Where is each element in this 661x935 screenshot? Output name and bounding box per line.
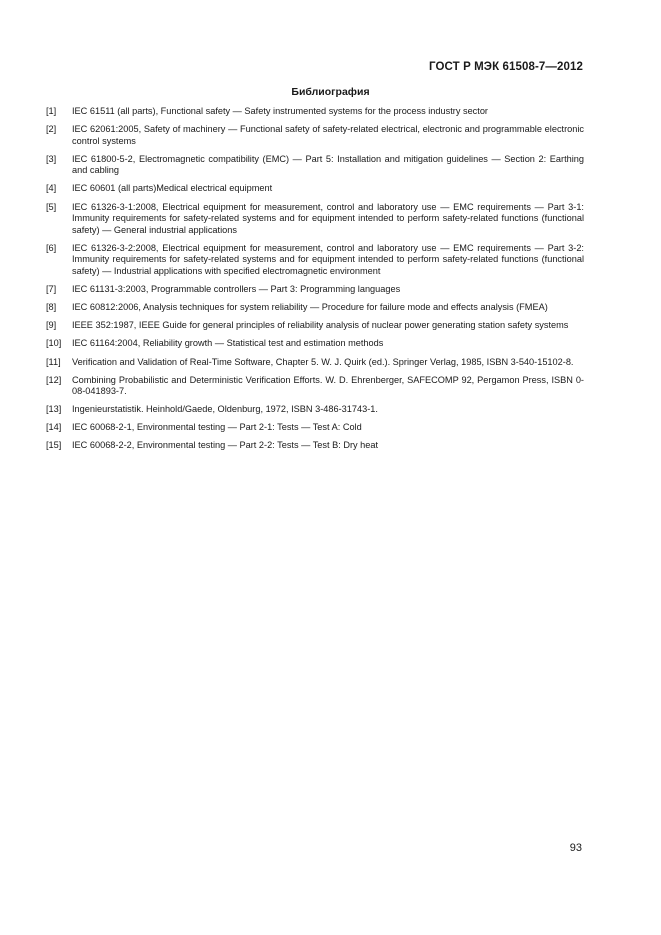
- page-title: Библиография: [291, 86, 370, 98]
- entry-number: [14]: [46, 422, 62, 433]
- entry-text: Verification and Validation of Real-Time Software, Chapter 5. W. J. Quirk (ed.). Springer Verlag, 1985, ISBN 3-540-15102-8.: [72, 356, 574, 367]
- entry-number: [4]: [46, 183, 57, 194]
- standard-designation: ГОСТ Р МЭК 61508-7—2012: [429, 61, 583, 73]
- bibliography-entry: [46, 154, 584, 177]
- entry-number: [1]: [46, 106, 57, 116]
- entry-number: [7]: [46, 284, 57, 295]
- entry-number: [13]: [46, 404, 62, 415]
- entry-text: IEC 61326-3-2:2008, Electrical equipment for measurement, control and laboratory use — EMC requirements — Part 3-2: Immunity requirements for safety-related systems and for equipment intended to perform safety-related functions (functional safety) — Industrial applications with specified electromagnetic environment: [72, 242, 584, 277]
- bibliography-entry: [46, 243, 584, 278]
- entry-number: [15]: [46, 440, 62, 451]
- entry-text: IEC 61131-3:2003, Programmable controllers — Part 3: Programming languages: [72, 284, 401, 295]
- bibliography-list: [46, 106, 584, 459]
- bibliography-entry: [46, 106, 584, 118]
- entry-text: IEC 61800-5-2, Electromagnetic compatibility (EMC) — Part 5: Installation and mitigation guidelines — Section 2: Earthing and cabling: [72, 153, 584, 176]
- entry-text: IEC 61511 (all parts), Functional safety — Safety instrumented systems for the process industry sector: [72, 106, 488, 116]
- entry-text: IEC 61164:2004, Reliability growth — Statistical test and estimation methods: [72, 338, 384, 349]
- entry-number: [10]: [46, 338, 62, 349]
- entry-text: IEC 61326-3-1:2008, Electrical equipment for measurement, control and laboratory use — EMC requirements — Part 3-1: Immunity requirements for safety-related systems and for equipment intended to perform safety-related functions (functional safety) — General industrial applications: [72, 201, 584, 235]
- entry-number: [5]: [46, 201, 57, 212]
- bibliography-entry: [46, 440, 584, 452]
- bibliography-entry: [46, 404, 584, 416]
- entry-text: IEC 60068-2-1, Environmental testing — Part 2-1: Tests — Test A: Cold: [72, 422, 362, 433]
- entry-number: [3]: [46, 153, 57, 164]
- entry-number: [2]: [46, 124, 57, 135]
- entry-number: [6]: [46, 242, 57, 253]
- entry-number: [9]: [46, 320, 57, 331]
- entry-number: [8]: [46, 302, 57, 313]
- bibliography-entry: [46, 357, 584, 369]
- bibliography-entry: [46, 183, 584, 195]
- bibliography-entry: [46, 302, 584, 314]
- bibliography-entry: [46, 338, 584, 350]
- bibliography-entry: [46, 202, 584, 237]
- bibliography-entry: [46, 320, 584, 332]
- entry-number: [12]: [46, 374, 62, 385]
- entry-text: IEEE 352:1987, IEEE Guide for general principles of reliability analysis of nuclear power generating station safety systems: [72, 320, 569, 331]
- entry-text: IEC 60812:2006, Analysis techniques for system reliability — Procedure for failure mode and effects analysis (FMEA): [72, 302, 548, 313]
- entry-text: Ingenieurstatistik. Heinhold/Gaede, Oldenburg, 1972, ISBN 3-486-31743-1.: [72, 404, 378, 415]
- entry-text: Combining Probabilistic and Deterministic Verification Efforts. W. D. Ehrenberger, SAFECOMP 92, Pergamon Press, ISBN 0-08-041893-7.: [72, 374, 584, 397]
- entry-number: [11]: [46, 356, 61, 367]
- bibliography-entry: [46, 422, 584, 434]
- entry-text: IEC 62061:2005, Safety of machinery — Functional safety of safety-related electrical, electronic and programmable electronic control systems: [72, 124, 584, 146]
- bibliography-entry: [46, 124, 584, 147]
- bibliography-entry: [46, 375, 584, 398]
- entry-text: IEC 60068-2-2, Environmental testing — Part 2-2: Tests — Test B: Dry heat: [72, 440, 379, 451]
- entry-text: IEC 60601 (all parts)Medical electrical equipment: [72, 183, 273, 194]
- page-number: 93: [569, 842, 582, 854]
- bibliography-entry: [46, 284, 584, 296]
